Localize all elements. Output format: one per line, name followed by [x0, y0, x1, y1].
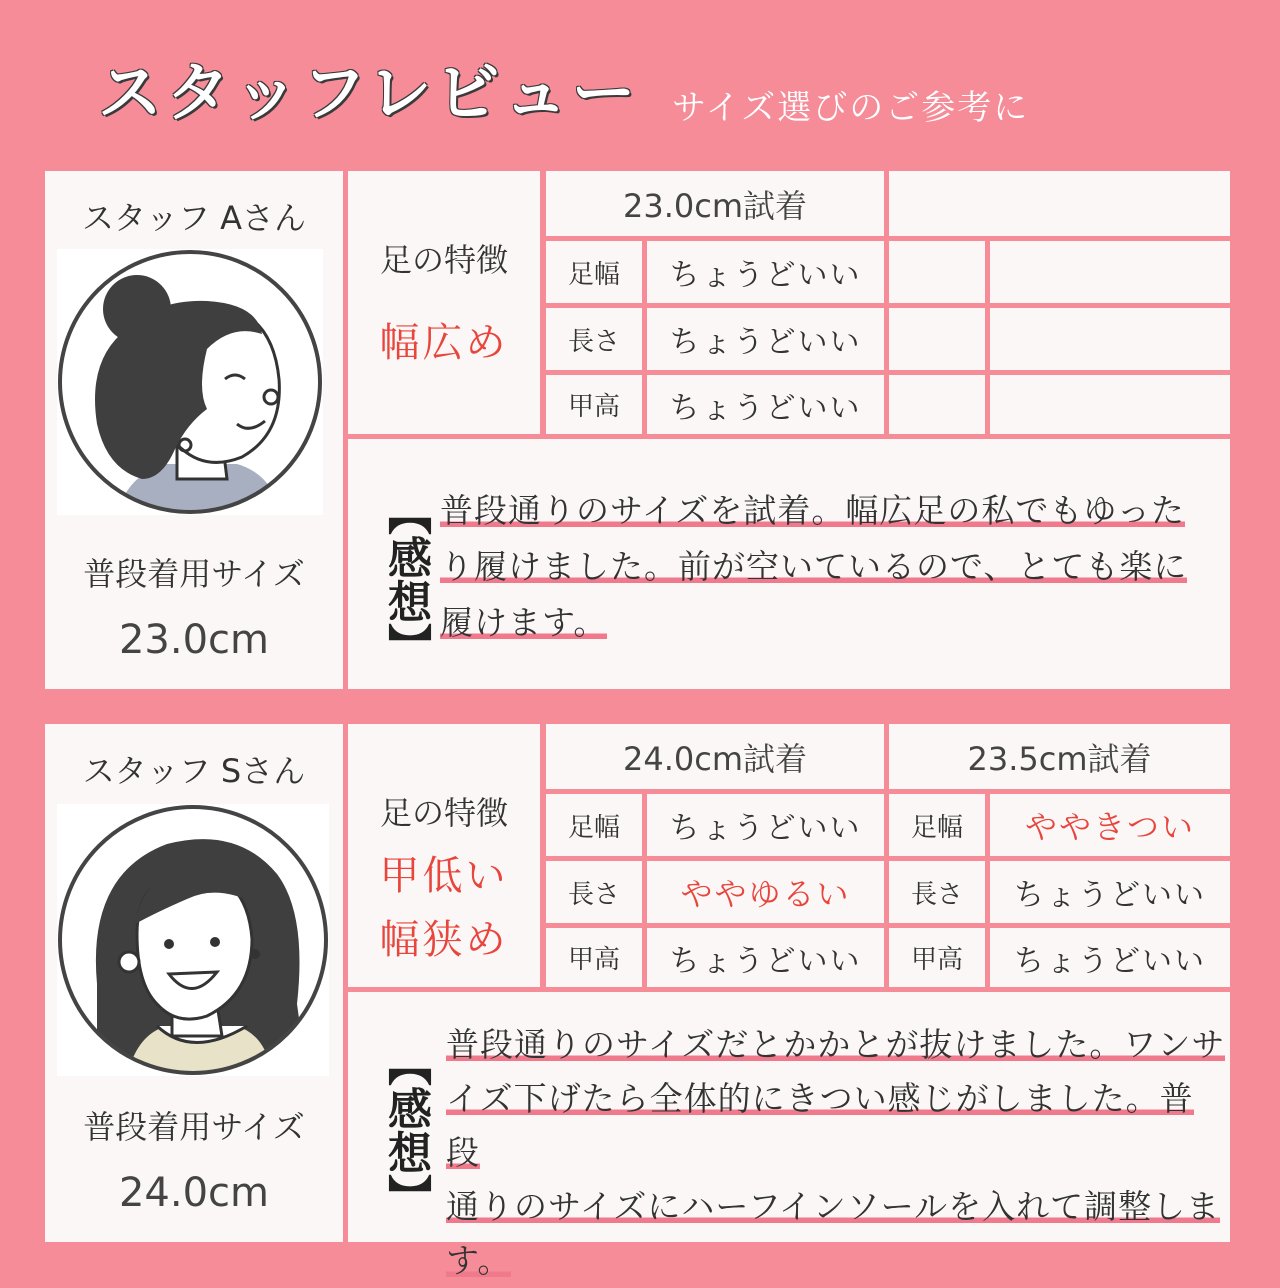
row-label: 長さ — [546, 861, 642, 923]
row-label — [889, 308, 985, 370]
staff-name: スタッフ Sさん — [82, 752, 306, 790]
profile-panel — [45, 724, 343, 1242]
foot-feature-value: 甲低い — [379, 853, 509, 899]
comment-line: 履けます。 — [440, 603, 608, 642]
avatar — [57, 804, 329, 1076]
review-card-a — [45, 171, 1230, 689]
foot-feature-panel — [348, 724, 540, 987]
avatar-long-hair-woman-icon — [57, 804, 329, 1076]
row-label: 甲高 — [889, 928, 985, 987]
impression-text — [446, 1018, 1226, 1288]
row-label: 足幅 — [546, 241, 642, 303]
row-value: ちょうどいい — [990, 928, 1230, 987]
impression-text — [440, 483, 1230, 651]
impression-label: 【感想】 — [380, 1042, 431, 1218]
row-value: ちょうどいい — [647, 375, 884, 434]
usual-size-label: 普段着用サイズ — [83, 555, 305, 593]
comment-line: す。 — [446, 1241, 512, 1280]
comment-line: イズ下げたら全体的にきつい感じがしました。普段 — [446, 1079, 1194, 1172]
trial-size-header: 23.5cm試着 — [889, 724, 1230, 789]
row-value — [990, 375, 1230, 434]
row-value — [990, 308, 1230, 370]
row-label: 甲高 — [546, 928, 642, 987]
row-label — [889, 241, 985, 303]
profile-panel — [45, 171, 343, 689]
row-value: ちょうどいい — [647, 928, 884, 987]
row-value-alert: ややきつい — [990, 794, 1230, 856]
comment-line: り履けました。前が空いているので、とても楽に — [440, 547, 1188, 586]
row-value — [990, 241, 1230, 303]
foot-feature-label: 足の特徴 — [379, 241, 508, 279]
row-value: ちょうどいい — [990, 861, 1230, 923]
row-label: 足幅 — [546, 794, 642, 856]
page-title: スタッフレビュー — [98, 57, 640, 131]
foot-feature-label: 足の特徴 — [379, 794, 508, 832]
row-label: 足幅 — [889, 794, 985, 856]
impression-panel — [348, 992, 1230, 1280]
avatar — [57, 249, 323, 515]
row-label: 甲高 — [546, 375, 642, 434]
foot-feature-panel — [348, 171, 540, 434]
review-card-s — [45, 724, 1230, 1280]
comment-line: 普段通りのサイズだとかかとが抜けました。ワンサ — [446, 1025, 1226, 1064]
row-label — [889, 375, 985, 434]
trial-size-header: 24.0cm試着 — [546, 724, 884, 789]
row-label: 長さ — [889, 861, 985, 923]
trial-size-header: 23.0cm試着 — [546, 171, 884, 236]
comment-line: 通りのサイズにハーフインソールを入れて調整しま — [446, 1187, 1221, 1226]
usual-size-label: 普段着用サイズ — [83, 1108, 305, 1146]
usual-size-value: 23.0cm — [118, 617, 270, 663]
avatar-bun-hair-woman-icon — [57, 249, 323, 515]
row-label: 長さ — [546, 308, 642, 370]
row-value: ちょうどいい — [647, 308, 884, 370]
trial-size-header — [889, 171, 1230, 236]
row-value: ちょうどいい — [647, 794, 884, 856]
row-value-alert: ややゆるい — [647, 861, 884, 923]
row-value: ちょうどいい — [647, 241, 884, 303]
foot-feature-value: 幅広め — [379, 320, 509, 366]
staff-name: スタッフ Aさん — [81, 199, 307, 237]
page-subtitle: サイズ選びのご参考に — [672, 88, 1030, 128]
comment-line: 普段通りのサイズを試着。幅広足の私でもゆった — [440, 491, 1186, 530]
impression-label: 【感想】 — [380, 491, 431, 667]
impression-panel — [348, 439, 1230, 689]
foot-feature-value: 幅狭め — [379, 917, 509, 963]
usual-size-value: 24.0cm — [118, 1170, 270, 1216]
